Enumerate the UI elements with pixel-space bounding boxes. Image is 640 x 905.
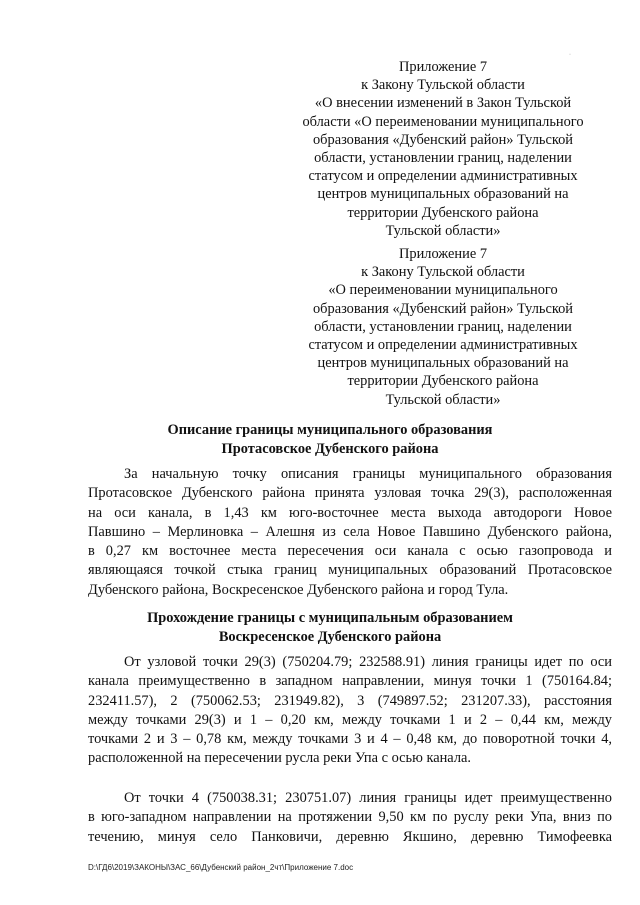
paragraph-starting-point bbox=[88, 465, 612, 600]
title-line: Описание границы муниципального образования bbox=[167, 422, 493, 438]
paragraph-point-29 bbox=[88, 653, 612, 769]
section-heading bbox=[40, 609, 620, 647]
appendix-line: области, установлении границ, наделении bbox=[314, 318, 572, 335]
appendix-line: центров муниципальных образований на bbox=[317, 186, 569, 203]
paragraph-line: расположенной на пересечении русла реки Упа с осью канала. bbox=[88, 750, 471, 767]
appendix-line: Тульской области» bbox=[385, 222, 501, 239]
paragraph-line: Протасовское Дубенского района принята узловая точка 29(3), расположенная bbox=[88, 485, 612, 502]
paragraph-line: 232411.57), 2 (750062.53; 231949.82), 3 (749897.52; 231207.33), расстояния bbox=[88, 692, 612, 709]
appendix-line: образования «Дубенский район» Тульской bbox=[312, 300, 574, 317]
title-line: Протасовское Дубенского района bbox=[221, 441, 439, 457]
paragraph-line: на оси канала, в 1,43 км юго-восточнее места выхода автодороги Новое bbox=[88, 504, 612, 521]
paragraph-line: являющаяся точкой стыка границ муниципальных образований Протасовское bbox=[88, 562, 612, 579]
paragraph-line: между точками 29(3) и 1 – 0,20 км, между точками 1 и 2 – 0,44 км, между bbox=[88, 711, 612, 728]
paragraph-line: Павшино – Мерлиновка – Алешня из села Новое Павшино Дубенского района, bbox=[88, 523, 612, 540]
appendix-line: области, установлении границ, наделении bbox=[314, 150, 572, 167]
paragraph-line: в 0,27 км восточнее места пересечения оси канала с осью газопровода и bbox=[88, 543, 612, 560]
paragraph-line: От узловой точки 29(3) (750204.79; 232588.91) линия границы идет по оси bbox=[124, 654, 612, 670]
paragraph-line: От точки 4 (750038.31; 230751.07) линия границы идет преимущественно bbox=[124, 790, 612, 806]
paragraph-line: За начальную точку описания границы муниципального образования bbox=[124, 466, 612, 482]
paragraph-line: течению, минуя село Панковичи, деревню Якшино, деревню Тимофеевка bbox=[88, 828, 612, 845]
section-heading-line: Воскресенское Дубенского района bbox=[218, 629, 442, 645]
appendix-line: статусом и определении административных bbox=[308, 168, 578, 185]
appendix-line: территории Дубенского района bbox=[347, 373, 539, 390]
paragraph-line: Дубенского района, Воскресенское Дубенского района и город Тула. bbox=[88, 581, 509, 598]
paragraph-line: в юго-западном направлении на протяжении 9,50 км по руслу реки Упа, вниз по bbox=[88, 809, 612, 826]
appendix-line: территории Дубенского района bbox=[347, 204, 539, 221]
appendix-line: области «О переименовании муниципального bbox=[302, 113, 584, 130]
appendix-header-amending bbox=[298, 58, 588, 240]
appendix-line: к Закону Тульской области bbox=[361, 77, 525, 94]
appendix-line: Тульской области» bbox=[385, 391, 501, 408]
document-title bbox=[40, 421, 620, 459]
appendix-line: центров муниципальных образований на bbox=[317, 355, 569, 372]
appendix-line: к Закону Тульской области bbox=[361, 264, 525, 281]
section-heading-line: Прохождение границы с муниципальным образованием bbox=[147, 610, 513, 626]
paragraph-line: точками 2 и 3 – 0,78 км, между точками 3 и 4 – 0,48 км, до поворотной точки 4, bbox=[88, 731, 612, 748]
paragraph-point-4 bbox=[88, 789, 612, 847]
appendix-line: образования «Дубенский район» Тульской bbox=[312, 131, 574, 148]
corner-mark: · bbox=[569, 52, 571, 58]
appendix-line: статусом и определении административных bbox=[308, 337, 578, 354]
appendix-line: Приложение 7 bbox=[398, 246, 488, 262]
paragraph-line: канала преимущественно в западном направлении, минуя точки 1 (750164.84; bbox=[88, 673, 612, 690]
file-path-footer: D:\ГД6\2019\ЗАКОНЫ\ЗАС_66\Дубенский район_2чт\Приложение 7.doc bbox=[88, 863, 354, 872]
appendix-line: «О переименовании муниципального bbox=[328, 282, 558, 299]
appendix-line: Приложение 7 bbox=[398, 59, 488, 75]
appendix-line: «О внесении изменений в Закон Тульской bbox=[314, 95, 572, 112]
appendix-header-original bbox=[298, 245, 588, 409]
